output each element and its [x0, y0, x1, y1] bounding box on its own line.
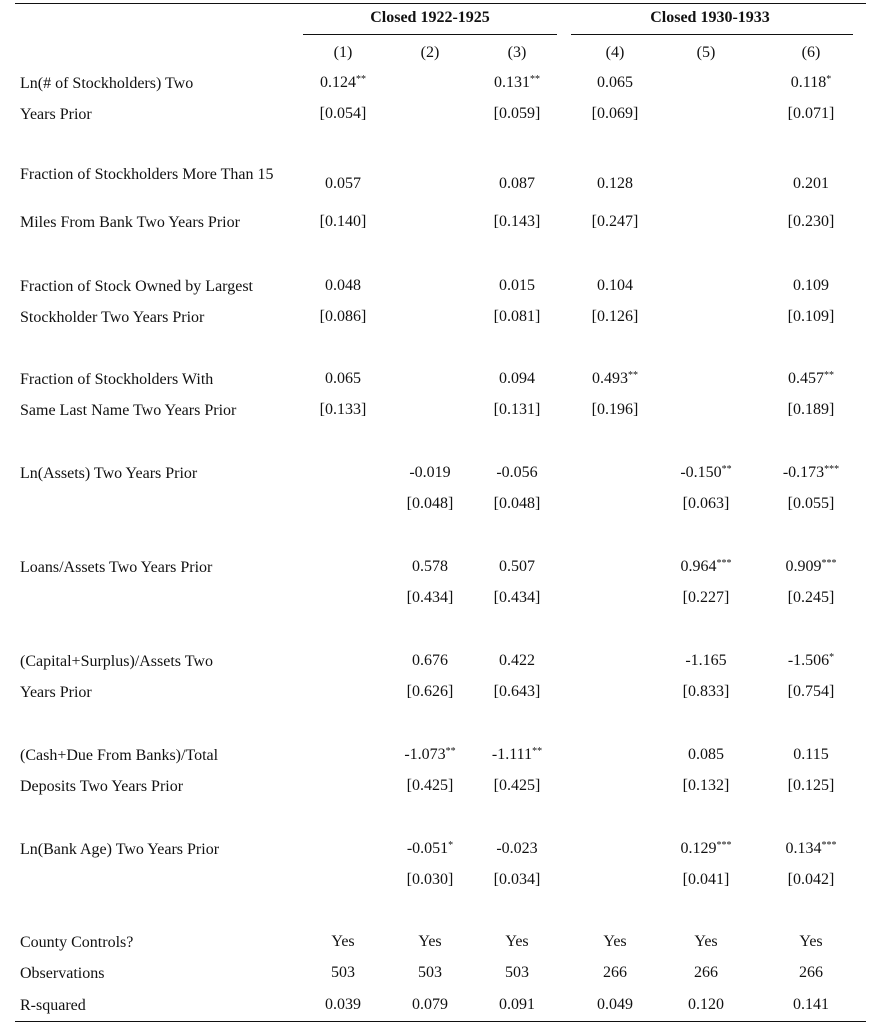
- row-label: [20, 74, 310, 93]
- group-rule: [303, 34, 557, 35]
- row-label-line2: Years Prior: [20, 106, 92, 123]
- coefficient-cell: [766, 839, 856, 859]
- column-number: (1): [333, 44, 353, 61]
- standard-error-cell: [0.140]: [319, 213, 367, 230]
- coefficient-value: -0.150: [680, 464, 722, 481]
- row-label: [20, 558, 310, 577]
- coefficient-value: 0.422: [499, 652, 535, 669]
- footer-value: 503: [505, 964, 529, 981]
- standard-error-cell: [0.048]: [406, 495, 454, 512]
- standard-error-cell: [0.030]: [406, 871, 454, 888]
- standard-error-cell: [0.833]: [682, 683, 730, 700]
- footer-value: Yes: [799, 933, 823, 950]
- standard-error-cell: [0.247]: [591, 213, 639, 230]
- coefficient-cell: [661, 651, 751, 671]
- table-top-rule: [15, 3, 866, 4]
- row-label-line2: Years Prior: [20, 684, 92, 701]
- standard-error-cell: [0.081]: [493, 308, 541, 325]
- significance-stars: **: [356, 74, 366, 85]
- footer-value: 266: [603, 964, 627, 981]
- column-number: (6): [801, 44, 821, 61]
- standard-error-cell: [0.434]: [406, 589, 454, 606]
- standard-error-cell: [0.227]: [682, 589, 730, 606]
- standard-error-cell: [0.131]: [493, 401, 541, 418]
- row-label-line1: (Capital+Surplus)/Assets Two: [20, 653, 213, 670]
- row-label-line1: Loans/Assets Two Years Prior: [20, 559, 213, 576]
- coefficient-value: 0.048: [325, 277, 361, 294]
- significance-stars: ***: [824, 464, 840, 475]
- coefficient-cell: [385, 745, 475, 765]
- coefficient-cell: [766, 745, 856, 765]
- coefficient-cell: [298, 276, 388, 296]
- coefficient-value: 0.676: [412, 652, 448, 669]
- significance-stars: **: [530, 74, 540, 85]
- standard-error-cell: [0.143]: [493, 213, 541, 230]
- coefficient-value: 0.457: [788, 370, 824, 387]
- coefficient-cell: [766, 73, 856, 93]
- standard-error-cell: [0.425]: [406, 777, 454, 794]
- coefficient-value: 0.909: [785, 558, 822, 575]
- standard-error-cell: [0.069]: [591, 105, 639, 122]
- coefficient-value: -1.165: [685, 652, 727, 669]
- coefficient-value: 0.129: [680, 840, 717, 857]
- coefficient-cell: [570, 174, 660, 194]
- footer-value: 0.039: [325, 996, 361, 1013]
- footer-value: 503: [418, 964, 442, 981]
- row-label-line2: Miles From Bank Two Years Prior: [20, 214, 240, 231]
- row-label-line2: Deposits Two Years Prior: [20, 778, 184, 795]
- coefficient-value: 0.065: [325, 370, 361, 387]
- footer-value: 0.091: [499, 996, 535, 1013]
- footer-value: Yes: [603, 933, 627, 950]
- coefficient-cell: [298, 369, 388, 389]
- standard-error-cell: [0.626]: [406, 683, 454, 700]
- coefficient-cell: [385, 651, 475, 671]
- standard-error-cell: [0.048]: [493, 495, 541, 512]
- standard-error-cell: [0.133]: [319, 401, 367, 418]
- coefficient-cell: [766, 557, 856, 577]
- coefficient-cell: [298, 73, 388, 93]
- standard-error-cell: [0.132]: [682, 777, 730, 794]
- standard-error-cell: [0.034]: [493, 871, 541, 888]
- row-label-line1: Ln(Bank Age) Two Years Prior: [20, 841, 220, 858]
- footer-value: Yes: [418, 933, 442, 950]
- footer-value: 503: [331, 964, 355, 981]
- coefficient-cell: [385, 557, 475, 577]
- row-label: [20, 370, 310, 389]
- significance-stars: **: [445, 746, 456, 757]
- coefficient-value: 0.104: [597, 277, 633, 294]
- column-number: (2): [420, 44, 440, 61]
- coefficient-cell: [766, 651, 856, 671]
- column-number: (5): [696, 44, 716, 61]
- coefficient-value: 0.201: [793, 175, 829, 192]
- significance-stars: **: [824, 370, 834, 381]
- row-label-line1: Fraction of Stock Owned by Largest: [20, 278, 253, 295]
- standard-error-cell: [0.063]: [682, 495, 730, 512]
- footer-value: 266: [799, 964, 823, 981]
- coefficient-cell: [472, 651, 562, 671]
- coefficient-cell: [385, 839, 475, 859]
- standard-error-cell: [0.086]: [319, 308, 367, 325]
- coefficient-value: -0.173: [782, 464, 825, 481]
- footer-value: Yes: [505, 933, 529, 950]
- coefficient-cell: [472, 839, 562, 859]
- coefficient-cell: [472, 276, 562, 296]
- coefficient-value: 0.118: [790, 74, 827, 91]
- coefficient-value: 0.115: [793, 746, 829, 763]
- coefficient-cell: [661, 839, 751, 859]
- significance-stars: **: [721, 464, 732, 475]
- row-label: [20, 840, 310, 859]
- coefficient-value: 0.094: [499, 370, 535, 387]
- coefficient-value: 0.134: [785, 840, 822, 857]
- coefficient-value: 0.964: [680, 558, 717, 575]
- coefficient-cell: [766, 276, 856, 296]
- standard-error-cell: [0.425]: [493, 777, 541, 794]
- standard-error-cell: [0.109]: [787, 308, 835, 325]
- row-label: [20, 652, 310, 671]
- footer-value: 266: [694, 964, 718, 981]
- coefficient-value: -1.111: [491, 746, 533, 763]
- footer-value: 0.141: [793, 996, 829, 1013]
- footer-label: R-squared: [20, 997, 86, 1014]
- significance-stars: **: [532, 746, 543, 757]
- coefficient-value: -0.019: [409, 464, 451, 481]
- coefficient-cell: [766, 174, 856, 194]
- table-bottom-rule: [15, 1021, 866, 1022]
- row-label: [20, 746, 310, 765]
- coefficient-value: 0.128: [597, 175, 633, 192]
- footer-value: 0.120: [688, 996, 724, 1013]
- standard-error-cell: [0.042]: [787, 871, 835, 888]
- column-number: (3): [507, 44, 527, 61]
- coefficient-value: 0.109: [793, 277, 829, 294]
- row-label: [20, 165, 295, 184]
- coefficient-value: -0.051: [406, 840, 449, 857]
- standard-error-cell: [0.245]: [787, 589, 835, 606]
- standard-error-cell: [0.055]: [787, 495, 835, 512]
- standard-error-cell: [0.126]: [591, 308, 639, 325]
- standard-error-cell: [0.059]: [493, 105, 541, 122]
- coefficient-cell: [570, 73, 660, 93]
- coefficient-value: 0.124: [320, 74, 356, 91]
- footer-value: 0.079: [412, 996, 448, 1013]
- coefficient-value: 0.065: [597, 74, 633, 91]
- coefficient-value: -1.506: [787, 652, 830, 669]
- coefficient-cell: [570, 369, 660, 389]
- footer-value: 0.049: [597, 996, 633, 1013]
- standard-error-cell: [0.041]: [682, 871, 730, 888]
- coefficient-value: 0.131: [494, 74, 530, 91]
- coefficient-value: 0.507: [499, 558, 535, 575]
- standard-error-cell: [0.754]: [787, 683, 835, 700]
- standard-error-cell: [0.125]: [787, 777, 835, 794]
- significance-stars: ***: [821, 840, 837, 851]
- coefficient-value: 0.087: [499, 175, 535, 192]
- standard-error-cell: [0.071]: [787, 105, 835, 122]
- row-label: [20, 277, 310, 296]
- coefficient-cell: [472, 369, 562, 389]
- coefficient-cell: [766, 369, 856, 389]
- group-header: Closed 1922-1925: [370, 9, 490, 26]
- footer-label: County Controls?: [20, 934, 134, 951]
- footer-label: Observations: [20, 965, 105, 982]
- footer-value: Yes: [331, 933, 355, 950]
- row-label-line2: Same Last Name Two Years Prior: [20, 402, 237, 419]
- standard-error-cell: [0.434]: [493, 589, 541, 606]
- column-number: (4): [605, 44, 625, 61]
- coefficient-cell: [661, 557, 751, 577]
- coefficient-cell: [385, 463, 475, 483]
- row-label-line2: Stockholder Two Years Prior: [20, 309, 205, 326]
- standard-error-cell: [0.643]: [493, 683, 541, 700]
- standard-error-cell: [0.054]: [319, 105, 367, 122]
- coefficient-cell: [661, 463, 751, 483]
- significance-stars: ***: [716, 840, 732, 851]
- significance-stars: *: [448, 840, 454, 851]
- coefficient-cell: [472, 73, 562, 93]
- coefficient-cell: [661, 745, 751, 765]
- coefficient-value: 0.578: [412, 558, 448, 575]
- footer-value: Yes: [694, 933, 718, 950]
- row-label: [20, 464, 310, 483]
- coefficient-value: -1.073: [404, 746, 446, 763]
- coefficient-cell: [472, 745, 562, 765]
- significance-stars: ***: [716, 558, 732, 569]
- row-label-line1: Fraction of Stockholders With: [20, 371, 214, 388]
- significance-stars: ***: [821, 558, 837, 569]
- coefficient-value: 0.057: [325, 175, 361, 192]
- significance-stars: *: [826, 74, 832, 85]
- coefficient-cell: [472, 557, 562, 577]
- coefficient-value: -0.023: [496, 840, 538, 857]
- significance-stars: **: [628, 370, 638, 381]
- row-label-line1: Fraction of Stockholders More Than 15: [20, 166, 274, 183]
- coefficient-cell: [472, 174, 562, 194]
- significance-stars: *: [829, 652, 835, 663]
- coefficient-cell: [298, 174, 388, 194]
- row-label-line1: Ln(# of Stockholders) Two: [20, 75, 194, 92]
- group-rule: [571, 34, 853, 35]
- coefficient-cell: [472, 463, 562, 483]
- coefficient-value: 0.015: [499, 277, 535, 294]
- coefficient-value: -0.056: [496, 464, 538, 481]
- row-label-line1: Ln(Assets) Two Years Prior: [20, 465, 198, 482]
- coefficient-value: 0.493: [592, 370, 628, 387]
- standard-error-cell: [0.230]: [787, 213, 835, 230]
- coefficient-cell: [570, 276, 660, 296]
- coefficient-cell: [766, 463, 856, 483]
- coefficient-value: 0.085: [688, 746, 724, 763]
- group-header: Closed 1930-1933: [650, 9, 770, 26]
- row-label-line1: (Cash+Due From Banks)/Total: [20, 747, 219, 764]
- standard-error-cell: [0.189]: [787, 401, 835, 418]
- standard-error-cell: [0.196]: [591, 401, 639, 418]
